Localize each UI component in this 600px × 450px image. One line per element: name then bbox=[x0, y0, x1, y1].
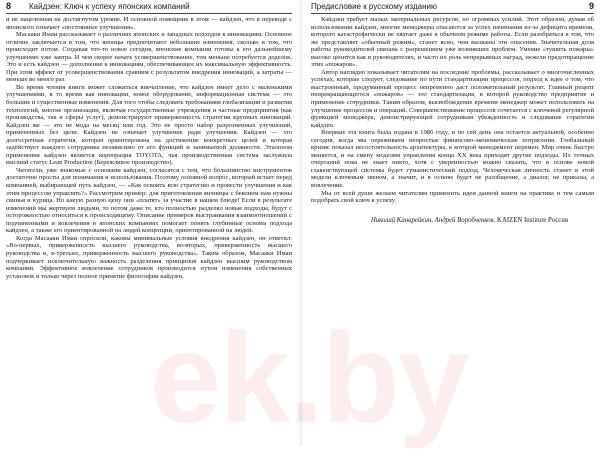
signature-author-2: Андрей Воробченков, bbox=[434, 216, 496, 224]
left-page-number: 8 bbox=[6, 1, 12, 11]
left-page-body bbox=[6, 16, 292, 280]
right-paragraph-1: Кайдзен требует малых материальных ресурсов, но огромных усилий. Этот образом, думая об использовании кайдзен, многие менеджеры опасаются за успех начинания из-за дефицита времени, которого катастрофически не хватает даже в обычном режиме работы. Если разобраться в том, что же представляет «обычный режим», станет ясно, чем вызваны эти опасения. Значительная доля работы руководителей связана с разрешением уже возникших проблем. Умение «тушить пожары» высоко ценится как в руководителях, и часто их роль непрерывных наград, нежели предотвращение этих «пожаров». bbox=[311, 16, 594, 69]
right-paragraph-2: Автор наглядно показывает читателям на последние проблемы, рассказывает о многочисленных успехах, которые следует, следование по пути стандартизации процессов, подход к идее о том, что выстроенный, продуманный процесс непременно даст положительный результат. Главный рецепт непрекращающегося «пожаров» — это стандартизация, в которой руководство предприятие и применение сотрудники. Таким образом, высвобождение времени менеджер может использовать на улучшение процессов и операций. Совершенствование процессов сочетается с ключевой регулярной функцией менеджера, демонстрирующей сотрудникам убежденность и следование стратегии кайдзен. bbox=[311, 68, 594, 129]
left-paragraph-1: и не нацеленная на достигнутом уровне. И основной помощник в этом — кайдзен, что в переводе с японского означает «постоянные улучшения». bbox=[6, 16, 292, 31]
left-paragraph-4: Читатели, уже знакомые с основами кайдзен, согласятся с тем, что большинство инструментов достаточно просты для понимания и использования. Поэтому основной вопрос, который встает перед компанией, выбирающей путь кайдзен, — «Как освоить всю стратегию и провести улучшения и как этим процессом управлять?» Рассмотрим пример: для приготовления яичницы с беконом нам нужны свинья и курица. Но какую разную цену они «платят» за участие в нашем блюде! Если в результате изменений мы жертвуем людьми, то потом даже те, кто полностью разделял новые подходы, будут с осторожностью относиться к происходящему. Описание примеров выстраивания взаимоотношений с подчиненными и вовлечения в японских компаниях помогает понять глубинные основы подхода кайдзен, а также его ориентированной на людей концепции, ориентированной на людей. bbox=[6, 166, 292, 235]
right-page bbox=[303, 0, 600, 446]
left-page bbox=[0, 0, 300, 446]
right-running-header bbox=[311, 0, 594, 14]
left-paragraph-5: Когда Масааки Имаи спросили, каковы минимальные условия внедрения кайдзен, он ответил: «Во-первых, приверженность высшего руководства, во-вторых, приверженность высшего руководства и, в-третьих, приверженность высшего руководства». Таким образом, Масааки Имаи подчеркивает исключительную важность разделения принципов кайдзен высшим руководством компании. Эффективное вовлечение сотрудников производится путем изменения собственных установок и только через полное принятие философии кайдзен. bbox=[6, 234, 292, 280]
signature-block bbox=[311, 217, 594, 225]
left-running-header bbox=[6, 0, 292, 14]
left-paragraph-3: Во время чтения книги может сложиться впечатление, что кайдзен имеет дело с маленькими улучшениями, в то время как инновации, новое оборудование, информационная система — это большие и существенные изменения. Для того чтобы следовать требованиям глобализации и развития технологий, многие организации, включая государственные учреждения и частные предприятия (как производства, так и сферы услуг), демонстрируют приверженность стратегии крупных инноваций. Кайдзен же — это не мода на месяц или год. Это не просто набор разрозненных улучшений, примененных без цели. Кайдзен не означает улучшение ради улучшения. Кайдзен — это долгосрочная стратегия, которая ориентирована на достижение конкретных целей и которая задействует каждого сотрудника независимо от его функций и занимаемой должности. Эталоном применения кайдзен является корпорация TOYOTA, чья производственная система заслужила высший статус Lean Production (Бережливое производство). bbox=[6, 83, 292, 167]
left-paragraph-2: Масааки Имаи рассказывает о различиях японских и западных подходов к инновациям. Основное отличие заключается в том, что японцы предпочитают небольшие изменения, сколько в том, что происходит потом. Создавая что-то новое сегодня, японские компании готовы к его дальнейшему улучшению уже завтра. И чем скорее начать усовершенствование, тем меньше потребуется доделок. Это и есть кайдзен — дополнение к инновациям, обеспечивающее их максимальную эффективность. При этом эффект от усовершенствования сравним с результатом внедрения инноваций, а затраты — меньше во много раз. bbox=[6, 31, 292, 84]
signature-author-1: Николай Канарейкин, bbox=[370, 216, 433, 224]
right-page-body bbox=[311, 16, 594, 205]
signature-organization: KAIZEN Institute Россия bbox=[497, 216, 568, 224]
right-running-title: Предисловие к русскому изданию bbox=[311, 2, 438, 11]
store-watermark: ek.by bbox=[150, 307, 468, 450]
right-paragraph-4: Мы от всей души желаем читателям применить идеи данной книги на практике и тем самым подобрать свой ключ к успеху. bbox=[311, 189, 594, 205]
right-paragraph-3: Впервые эта книга была издана в 1986 году, и по сей день она остается актуальной, особенно сегодня, когда мы переживаем непростые финансово-экономические потрясения. Глобальный кризис показал несостоятельность архитектуры, в которой менеджмент перемен. Мир очень быстро меняется, и на смену моделям управления конца XX века приходят другие подходы. Их точных очертаний пока не знает никто, хотя с уверенностью можно сказать, что в основе новой главенствующей системы будет гуманистический подход. Человеческая личность станет в этой модели ключевым звеном, а значит, и в основе будет не разобщение, а диалог, не приказы, а вовлечение. bbox=[311, 129, 594, 190]
left-running-title: Кайдзен: Ключ к успеху японских компаний bbox=[29, 2, 190, 11]
right-page-number: 9 bbox=[588, 1, 594, 11]
